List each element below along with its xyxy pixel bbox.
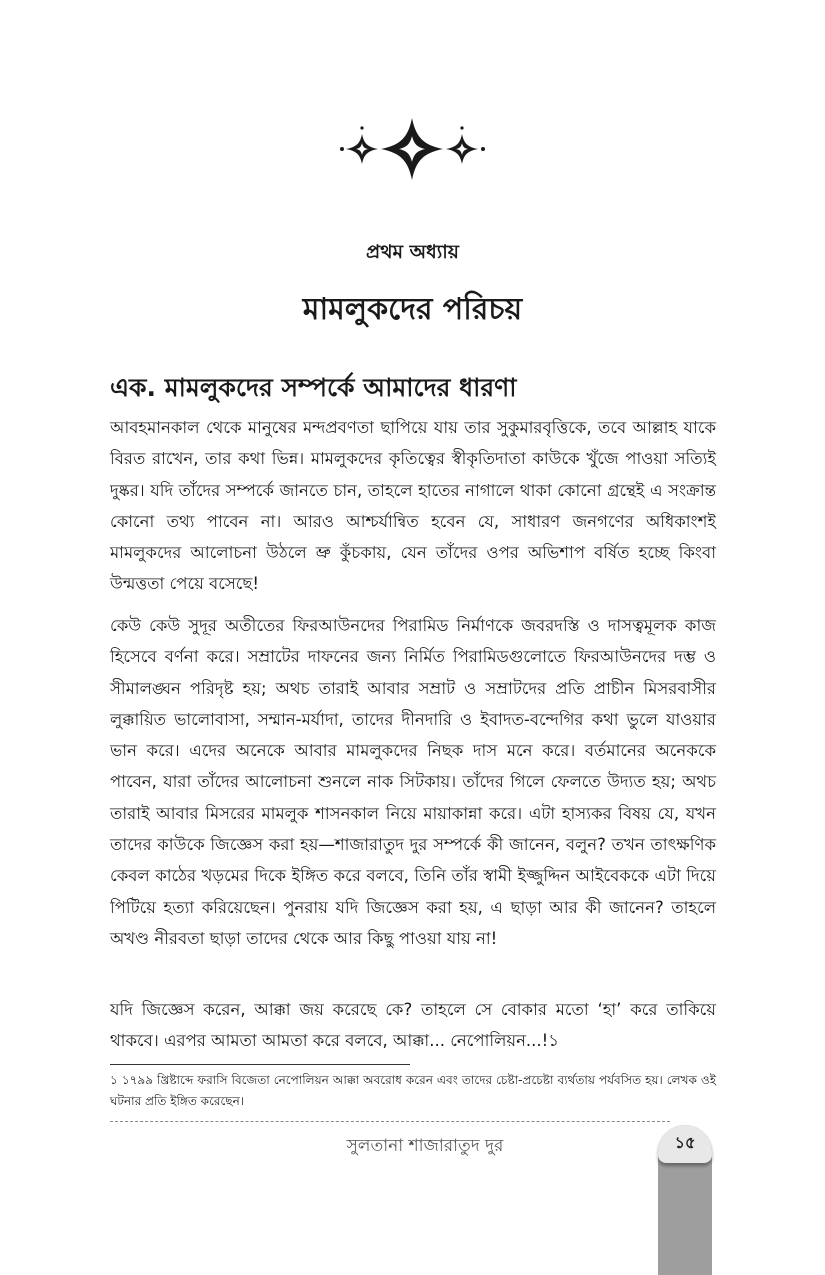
section-heading: এক. মামলুকদের সম্পর্কে আমাদের ধারণা (110, 373, 517, 402)
chapter-title: মামলুকদের পরিচয় (302, 292, 523, 327)
star-ornament-icon (340, 118, 485, 180)
page-number: ১৫ (658, 1125, 712, 1163)
chapter-label: প্রথম অধ্যায় (366, 241, 459, 263)
footnote-divider (110, 1064, 410, 1065)
body-paragraph-3: যদি জিজ্ঞেস করেন, আক্কা জয় করেছে কে? তাহলে সে বোকার মতো ‘হা’ করে তাকিয়ে থাকবে। এরপর আমতা আমতা করে বলবে, আক্কা... নেপোলিয়ন...!১ (110, 1000, 716, 1051)
running-footer-title: সুলতানা শাজারাতুদ দুর (346, 1136, 504, 1156)
footnote: ১ ১৭৯৯ খ্রিষ্টাব্দে ফরাসি বিজেতা নেপোলিয়ন আক্কা অবরোধ করেন এবং তাদের চেষ্টা-প্রচেষ্টা ব্যর্থতায় পর্যবসিত হয়। লেখক ওই ঘটনার প্রতি ইঙ্গিত করেছেন। (110, 1073, 716, 1108)
footer-divider (110, 1121, 670, 1122)
body-paragraph-1: আবহমানকাল থেকে মানুষের মন্দপ্রবণতা ছাপিয়ে যায় তার সুকুমারবৃত্তিকে, তবে আল্লাহ যাকে বিরত রাখেন, তার কথা ভিন্ন। মামলুকদের কৃতিত্বের স্বীকৃতিদাতা কাউকে খুঁজে পাওয়া সত্যিই দুষ্কর। যদি তাঁদের সম্পর্কে জানতে চান, তাহলে হাতের নাগালে থাকা কোনো গ্রন্থেই এ সংক্রান্ত কোনো তথ্য পাবেন না। আরও আশ্চর্যান্বিত হবেন যে, সাধারণ জনগণের অধিকাংশই মামলুকদের আলোচনা উঠলে ভ্রু কুঁচকায়, যেন তাঁদের ওপর অভিশাপ বর্ষিত হচ্ছে কিংবা উন্মত্ততা পেয়ে বসেছে! (110, 418, 716, 594)
body-paragraph-2: কেউ কেউ সুদূর অতীতের ফিরআউনদের পিরামিড নির্মাণকে জবরদস্তি ও দাসত্বমূলক কাজ হিসেবে বর্ণনা করে। সম্রাটের দাফনের জন্য নির্মিত পিরামিডগুলোতে ফিরআউনদের দম্ভ ও সীমালঙ্ঘন পরিদৃষ্ট হয়; অথচ তারাই আবার সম্রাট ও সম্রাটদের প্রতি প্রাচীন মিসরবাসীর লুক্কায়িত ভালোবাসা, সম্মান-মর্যাদা, তাদের দীনদারি ও ইবাদত-বন্দেগির কথা ভুলে যাওয়ার ভান করে। এদের অনেকে আবার মামলুকদের নিছক দাস মনে করে। বর্তমানের অনেককে পাবেন, যারা তাঁদের আলোচনা শুনলে নাক সিটকায়। তাঁদের গিলে ফেলতে উদ্যত হয়; অথচ তারাই আবার মিসরের মামলুক শাসনকাল নিয়ে মায়াকান্না করে। এটা হাস্যকর বিষয় যে, যখন তাদের কাউকে জিজ্ঞেস করা হয়—শাজারাতুদ দুর সম্পর্কে কী জানেন, বলুন? তখন তাৎক্ষণিক কেবল কাঠের খড়মের দিকে ইঙ্গিত করে বলবে, তিনি তাঁর স্বামী ইজ্জুদ্দিন আইবেককে এটা দিয়ে পিটিয়ে হত্যা করিয়েছেন। পুনরায় যদি জিজ্ঞেস করা হয়, এ ছাড়া আর কী জানেন? তাহলে অখণ্ড নীরবতা ছাড়া তাদের থেকে আর কিছু পাওয়া যায় না! (110, 616, 716, 948)
